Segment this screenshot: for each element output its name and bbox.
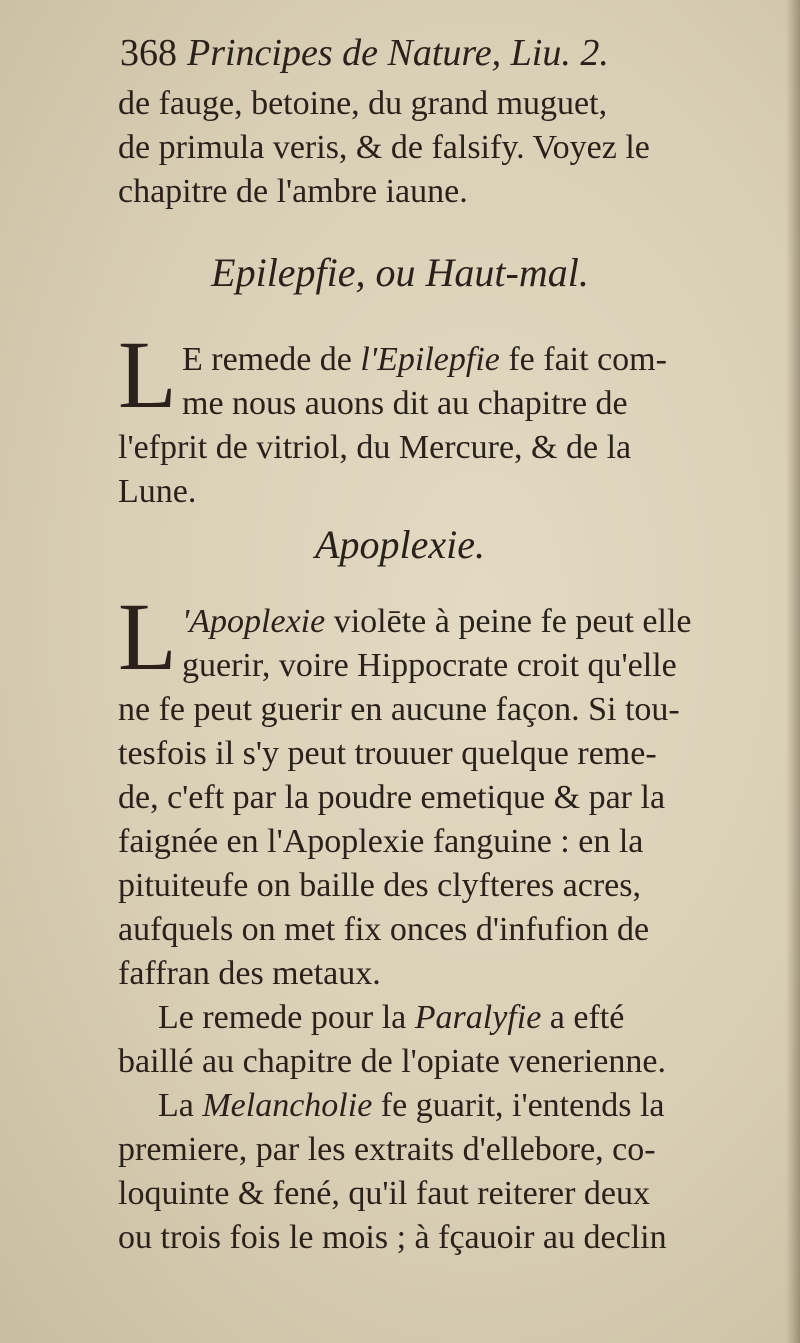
text-line: faffran des metaux. [118, 955, 381, 992]
page-number: 368 [120, 32, 177, 74]
text-line: faignée en l'Apoplexie fanguine : en la [118, 823, 644, 860]
text-line [182, 338, 738, 382]
text-line: ne fe peut guerir en aucune façon. Si tou- [118, 691, 680, 728]
italic-term: Melancholie [202, 1087, 373, 1124]
text-line: guerir, voire Hippocrate croit qu'elle [182, 647, 677, 684]
text-line: de fauge, betoine, du grand muguet, [118, 85, 608, 122]
text-run: fe fait com- [499, 341, 667, 378]
section-heading-apoplexie: Apoplexie. [315, 522, 485, 567]
text-line [158, 1084, 738, 1128]
text-line: aufquels on met fix onces d'infufion de [118, 911, 650, 948]
text-line: loquinte & fené, qu'il faut reiterer deux [118, 1175, 650, 1212]
italic-term: Paralyfie [414, 999, 542, 1036]
text-run: violēte à peine fe peut elle [325, 603, 692, 640]
italic-term: 'Apoplexie [182, 603, 326, 640]
running-title: Principes de Nature, Liu. 2. [187, 32, 609, 74]
text-line [158, 996, 738, 1040]
text-run: La [158, 1087, 203, 1124]
text-line: tesfois il s'y peut trouuer quelque reme- [118, 735, 657, 772]
text-line: pituiteufe on baille des clyfteres acres, [118, 867, 641, 904]
text-line: Lune. [118, 473, 197, 510]
text-line: premiere, par les extraits d'ellebore, co- [118, 1131, 656, 1168]
drop-cap: L [118, 321, 177, 428]
text-line [182, 600, 738, 644]
text-run: Le remede pour la [158, 999, 415, 1036]
text-run: a efté [541, 999, 625, 1036]
text-line: ou trois fois le mois ; à fçauoir au declin [118, 1219, 667, 1256]
text-line: l'efprit de vitriol, du Mercure, & de la [118, 429, 632, 466]
text-line: de, c'eft par la poudre emetique & par la [118, 779, 666, 816]
text-line: baillé au chapitre de l'opiate venerienne. [118, 1043, 666, 1080]
text-run: fe guarit, i'entends la [372, 1087, 665, 1124]
text-line: chapitre de l'ambre iaune. [118, 173, 468, 210]
text-run: E remede de [182, 341, 361, 378]
text-line: de primula veris, & de falsify. Voyez le [118, 129, 650, 166]
drop-cap: L [118, 583, 177, 690]
text-line: me nous auons dit au chapitre de [182, 385, 628, 422]
page-edge-shadow [786, 0, 800, 1343]
italic-term: l'Epilepfie [360, 341, 500, 378]
running-header [120, 30, 609, 76]
section-heading-epilepsie: Epilepfie, ou Haut-mal. [211, 250, 589, 295]
